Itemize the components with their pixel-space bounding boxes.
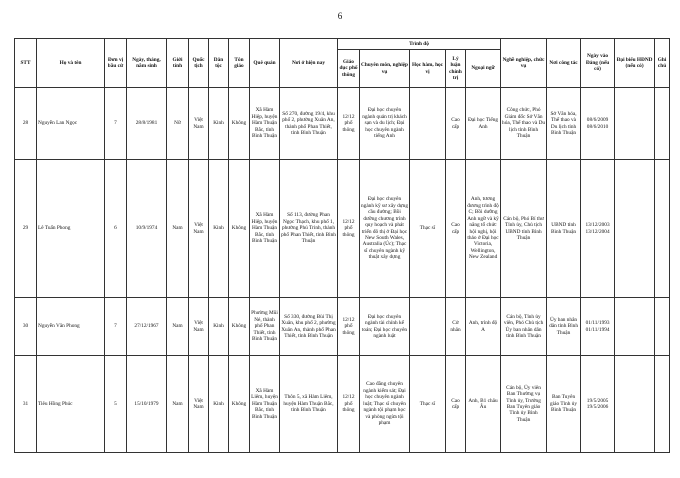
cell-quoc-tich: Việt Nam [189,356,209,453]
cell-ngay-sinh: 15/10/1979 [127,356,167,453]
cell-stt: 30 [15,298,37,356]
cell-noi-cong-tac: UBND tỉnh Bình Thuận [547,160,581,298]
cell-dai-bieu [615,160,655,298]
cell-don-vi: 7 [105,298,127,356]
col-ngay-sinh: Ngày, tháng, năm sinh [127,39,167,88]
cell-ngoai-ngu: Anh, B1 châu Âu [466,356,501,453]
cell-ghi-chu [655,298,670,356]
table-row [15,298,670,356]
col-noi-cong-tac: Nơi công tác [547,39,581,88]
cell-hoc-ham [410,298,446,356]
cell-noi-o: Số 330, đường Bùi Thị Xuân, khu phố 2, phường Xuân An, thành phố Phan Thiết, tỉnh Bình Thuận [280,298,338,356]
cell-hoc-ham: Thạc sĩ [410,356,446,453]
cell-chuyen-mon: Đại học chuyên ngành kỹ sư xây dựng cầu đường; Bồi dưỡng chương trình quy hoạch và phát triển đô thị ở Đại học New South Wales, Australia (Úc); Thạc sĩ chuyên ngành kỹ thuật xây dựng [360,160,410,298]
cell-ngay-vao-dang: 19/5/2005 19/5/2006 [581,356,615,453]
col-ghi-chu: Ghi chú [655,39,670,88]
col-chuyen-mon: Chuyên môn, nghiệp vụ [360,50,410,88]
cell-que-quan: Xã Hàm Hiệp, huyện Hàm Thuận Bắc, tỉnh Bình Thuận [250,160,280,298]
cell-ngay-sinh: 27/12/1967 [127,298,167,356]
cell-chuyen-mon: Đại học chuyên ngành tài chính kế toán; Đại học chuyên ngành luật [360,298,410,356]
page-number: 6 [337,11,343,21]
cell-noi-o: Thôn 5, xã Hàm Liêm, huyện Hàm Thuận Bắc, tỉnh Bình Thuận [280,356,338,453]
cell-nghe-nghiep: Cán bộ, Phó Bí thư Tỉnh ủy, Chủ tịch UBND tỉnh Bình Thuận [501,160,547,298]
cell-dai-bieu [615,356,655,453]
col-giao-duc: Giáo dục phổ thông [338,50,360,88]
col-ngay-vao-dang: Ngày vào Đảng (nếu có) [581,39,615,88]
cell-ly-luan: Cao cấp [446,356,466,453]
cell-ngay-sinh: 10/9/1974 [127,160,167,298]
cell-gioi-tinh: Nam [167,160,189,298]
col-stt: STT [15,39,37,88]
cell-chuyen-mon: Cao đẳng chuyên ngành kiểm sát; Đại học chuyên ngành luật; Thạc sĩ chuyên ngành tội phạm học và phòng ngừa tội phạm [360,356,410,453]
cell-ngay-vao-dang: 01/11/1993 01/11/1994 [581,298,615,356]
cell-dai-bieu [615,88,655,160]
cell-noi-cong-tac: Sở Văn hóa, Thể thao và Du lịch tỉnh Bình Thuận [547,88,581,160]
cell-stt: 28 [15,88,37,160]
cell-dan-toc: Kinh [209,160,229,298]
col-trinh-do: Trình độ [338,39,501,50]
cell-ho-ten: Nguyễn Lan Ngọc [37,88,105,160]
col-hoc-ham: Học hàm, học vị [410,50,446,88]
col-dan-toc: Dân tộc [209,39,229,88]
col-que-quan: Quê quán [250,39,280,88]
cell-hoc-ham [410,88,446,160]
cell-noi-cong-tac: Ban Tuyên giáo Tỉnh ủy Bình Thuận [547,356,581,453]
cell-ho-ten: Nguyễn Văn Phong [37,298,105,356]
cell-ngoai-ngu: Anh, tương đương trình độ C; Bồi dưỡng Anh ngữ và kỹ năng tổ chức hội nghị, hội thảo ở Đại học Victoria, Wellington, New Zealand [466,160,501,298]
cell-que-quan: Xã Hàm Hiệp, huyện Hàm Thuận Bắc, tỉnh Bình Thuận [250,88,280,160]
cell-gioi-tinh: Nam [167,356,189,453]
col-don-vi: Đơn vị bầu cử [105,39,127,88]
cell-quoc-tich: Việt Nam [189,298,209,356]
cell-noi-o: Số 270, đường 19/4, khu phố 2, phường Xuân An, thành phố Phan Thiết, tỉnh Bình Thuận [280,88,338,160]
cell-giao-duc: 12/12 phổ thông [338,88,360,160]
cell-noi-o: Số 113, đường Phan Ngọc Thạch, khu phố 1, phường Phú Trinh, thành phố Phan Thiết, tỉnh Bình Thuận [280,160,338,298]
cell-giao-duc: 12/12 phổ thông [338,298,360,356]
cell-ho-ten: Tiêu Hồng Phúc [37,356,105,453]
cell-ngay-sinh: 28/8/1981 [127,88,167,160]
col-ly-luan: Lý luận chính trị [446,50,466,88]
cell-ton-giao: Không [229,160,250,298]
cell-ton-giao: Không [229,88,250,160]
cell-ngoai-ngu: Đại học Tiếng Anh [466,88,501,160]
cell-ly-luan: Cao cấp [446,160,466,298]
cell-dai-bieu [615,298,655,356]
cell-don-vi: 6 [105,160,127,298]
col-ton-giao: Tôn giáo [229,39,250,88]
col-ngoai-ngu: Ngoại ngữ [466,50,501,88]
cell-dan-toc: Kinh [209,356,229,453]
table-row [15,88,670,160]
cell-ly-luan: Cử nhân [446,298,466,356]
cell-ghi-chu [655,160,670,298]
cell-chuyen-mon: Đại học chuyên ngành quản trị khách sạn và du lịch; Đại học chuyên ngành tiếng Anh [360,88,410,160]
cell-giao-duc: 12/12 phổ thông [338,160,360,298]
cell-nghe-nghiep: Công chức, Phó Giám đốc Sở Văn hóa, Thể thao và Du lịch tỉnh Bình Thuận [501,88,547,160]
cell-giao-duc: 12/12 phổ thông [338,356,360,453]
col-quoc-tich: Quốc tịch [189,39,209,88]
cell-ly-luan: Cao cấp [446,88,466,160]
cell-dan-toc: Kinh [209,298,229,356]
cell-noi-cong-tac: Ủy ban nhân dân tỉnh Bình Thuận [547,298,581,356]
col-noi-o: Nơi ở hiện nay [280,39,338,88]
cell-don-vi: 5 [105,356,127,453]
cell-quoc-tich: Việt Nam [189,160,209,298]
cell-ghi-chu [655,356,670,453]
table-row [15,160,670,298]
cell-ngay-vao-dang: 13/12/2003 13/12/2004 [581,160,615,298]
col-gioi-tinh: Giới tính [167,39,189,88]
cell-que-quan: Xã Hàm Liêm, huyện Hàm Thuận Bắc, tỉnh Bình Thuận [250,356,280,453]
cell-ghi-chu [655,88,670,160]
cell-ton-giao: Không [229,298,250,356]
cell-nghe-nghiep: Cán bộ, Ủy viên Ban Thường vụ Tỉnh ủy, Trưởng Ban Tuyên giáo Tỉnh ủy Bình Thuận [501,356,547,453]
candidate-table [14,38,670,453]
cell-hoc-ham: Thạc sĩ [410,160,446,298]
cell-stt: 31 [15,356,37,453]
cell-que-quan: Phường Mũi Né, thành phố Phan Thiết, tỉnh Bình Thuận [250,298,280,356]
cell-ngay-vao-dang: 08/6/2009 08/6/2010 [581,88,615,160]
cell-dan-toc: Kinh [209,88,229,160]
cell-gioi-tinh: Nữ [167,88,189,160]
cell-ho-ten: Lê Tuấn Phong [37,160,105,298]
cell-stt: 29 [15,160,37,298]
cell-ngoai-ngu: Anh, trình độ A [466,298,501,356]
col-dai-bieu: Đại biểu HĐND (nếu có) [615,39,655,88]
cell-quoc-tich: Việt Nam [189,88,209,160]
cell-gioi-tinh: Nam [167,298,189,356]
col-ho-ten: Họ và tên [37,39,105,88]
cell-don-vi: 7 [105,88,127,160]
cell-ton-giao: Không [229,356,250,453]
col-nghe-nghiep: Nghề nghiệp, chức vụ [501,39,547,88]
table-row [15,356,670,453]
cell-nghe-nghiep: Cán bộ, Tỉnh ủy viên, Phó Chủ tịch Ủy ban nhân dân tỉnh Bình Thuận [501,298,547,356]
